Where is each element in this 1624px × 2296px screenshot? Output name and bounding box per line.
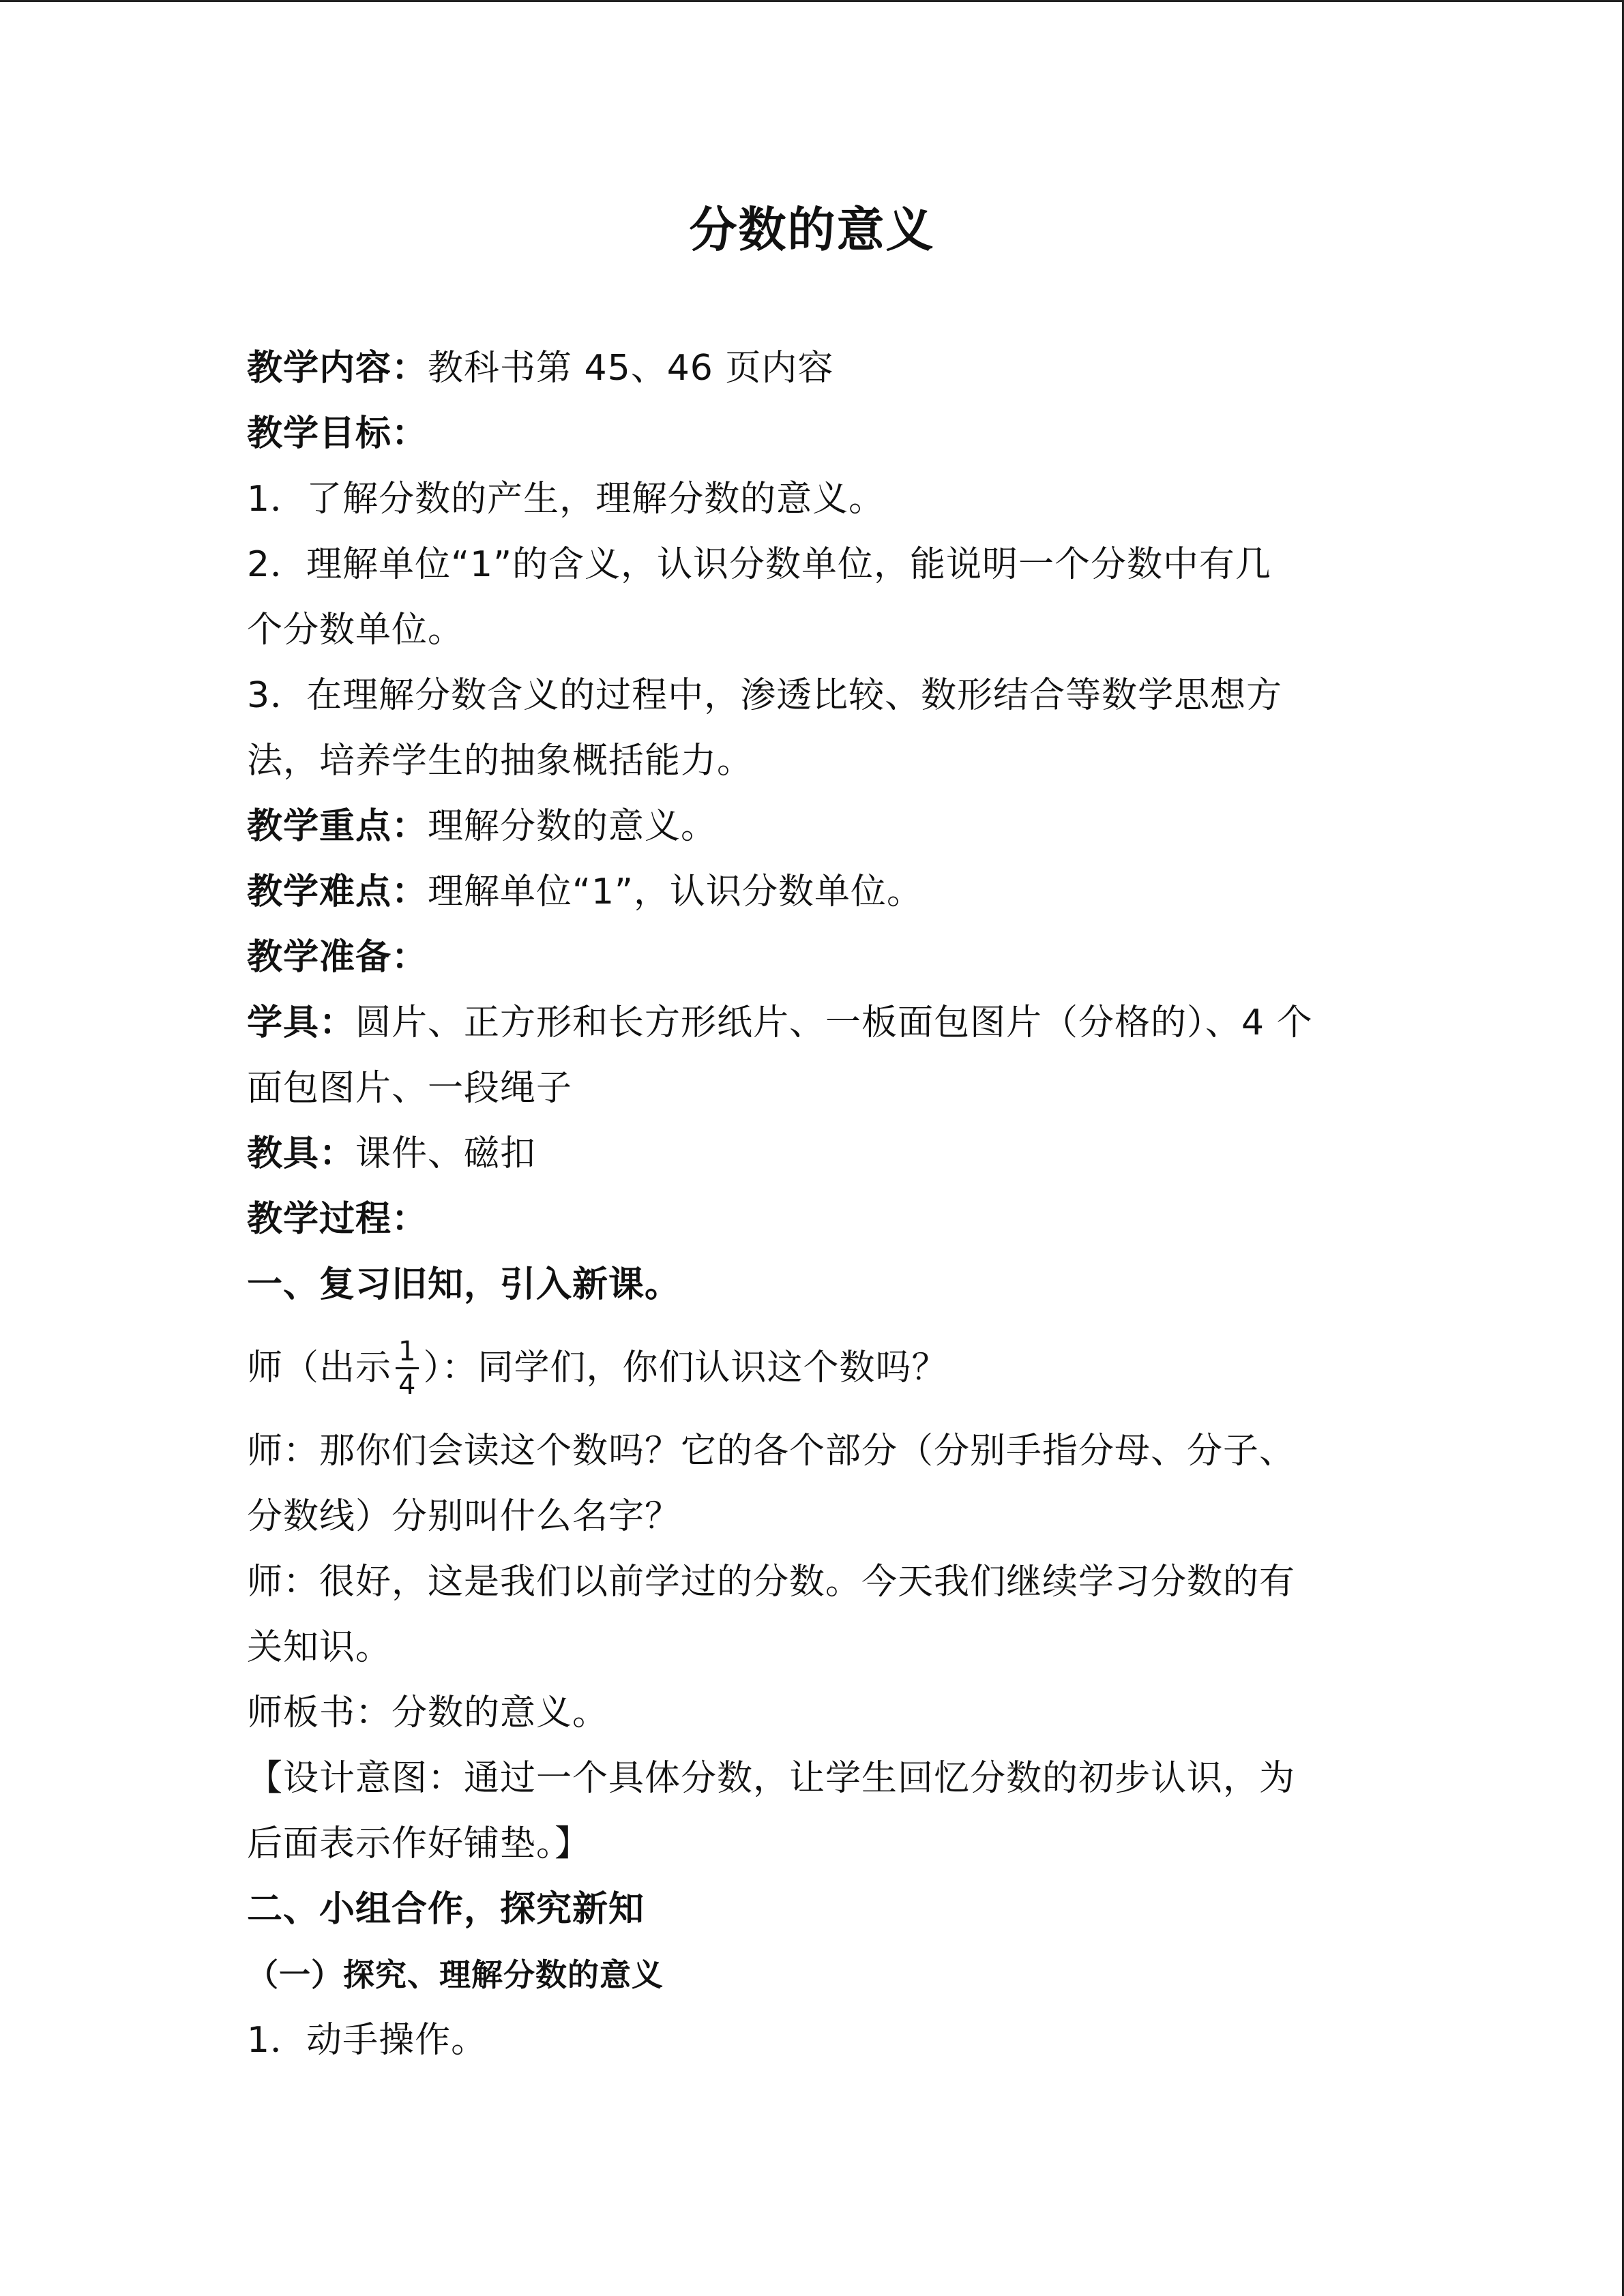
preparation-label: 教学准备： [247, 937, 428, 978]
teacher-dialogue: 分数线）分别叫什么名字？ [247, 1496, 681, 1537]
objective-item: 法，培养学生的抽象概括能力。 [247, 741, 754, 781]
teacher-dialogue: 关知识。 [247, 1627, 392, 1668]
student-tools-text: 圆片、正方形和长方形纸片、一板面包图片（分格的）、4 个 [355, 1002, 1313, 1043]
subsection-heading: （一）探究、理解分数的意义 [247, 1956, 664, 1993]
teacher-tools-line [247, 1121, 1372, 1187]
page-title: 分数的意义 [689, 202, 935, 258]
teaching-content-line [247, 336, 1372, 401]
student-tools-continued: 面包图片、一段绳子 [247, 1068, 573, 1109]
teacher-tools-text: 课件、磁扣 [355, 1133, 537, 1174]
fraction-one-quarter [396, 1336, 419, 1401]
design-intent: 【设计意图：通过一个具体分数，让学生回忆分数的初步认识，为 [247, 1758, 1296, 1799]
design-intent: 后面表示作好铺垫。】 [247, 1823, 591, 1864]
page-border-top [0, 0, 1624, 2]
teaching-content-text: 教科书第 45、46 页内容 [428, 348, 834, 389]
student-tools-label: 学具： [247, 1002, 356, 1043]
difficulty-line [247, 859, 1372, 925]
teaching-content-label: 教学内容： [247, 348, 428, 389]
section-heading-explore: 二、小组合作，探究新知 [247, 1889, 645, 1930]
student-tools-line [247, 990, 1372, 1056]
key-point-line [247, 794, 1372, 859]
teacher-show-prefix: 师（出示 [247, 1347, 392, 1388]
step-item: 1．动手操作。 [247, 2020, 488, 2061]
fraction-denominator: 4 [398, 1369, 417, 1401]
difficulty-label: 教学难点： [247, 871, 428, 912]
difficulty-text: 理解单位“1”，认识分数单位。 [428, 871, 923, 912]
section-heading-review: 一、复习旧知，引入新课。 [247, 1264, 681, 1305]
objectives-label: 教学目标： [247, 413, 428, 454]
key-point-text: 理解分数的意义。 [428, 806, 718, 847]
fraction-numerator: 1 [396, 1336, 419, 1369]
objective-item: 2．理解单位“1”的含义，认识分数单位，能说明一个分数中有几 [247, 544, 1272, 585]
teacher-show-fraction-line [247, 1317, 1372, 1418]
teacher-dialogue: 师：那你们会读这个数吗？它的各个部分（分别手指分母、分子、 [247, 1431, 1296, 1472]
process-label: 教学过程： [247, 1199, 428, 1240]
teacher-dialogue: 师：很好，这是我们以前学过的分数。今天我们继续学习分数的有 [247, 1562, 1296, 1602]
objective-item: 3．在理解分数含义的过程中，渗透比较、数形结合等数学思想方 [247, 675, 1283, 716]
document-body [247, 336, 1372, 2073]
teacher-tools-label: 教具： [247, 1133, 356, 1174]
key-point-label: 教学重点： [247, 806, 428, 847]
objective-item: 个分数单位。 [247, 610, 464, 651]
teacher-show-suffix: ）：同学们，你们认识这个数吗？ [423, 1347, 948, 1388]
teacher-board-writing: 师板书：分数的意义。 [247, 1693, 609, 1733]
objective-item: 1．了解分数的产生，理解分数的意义。 [247, 479, 885, 520]
